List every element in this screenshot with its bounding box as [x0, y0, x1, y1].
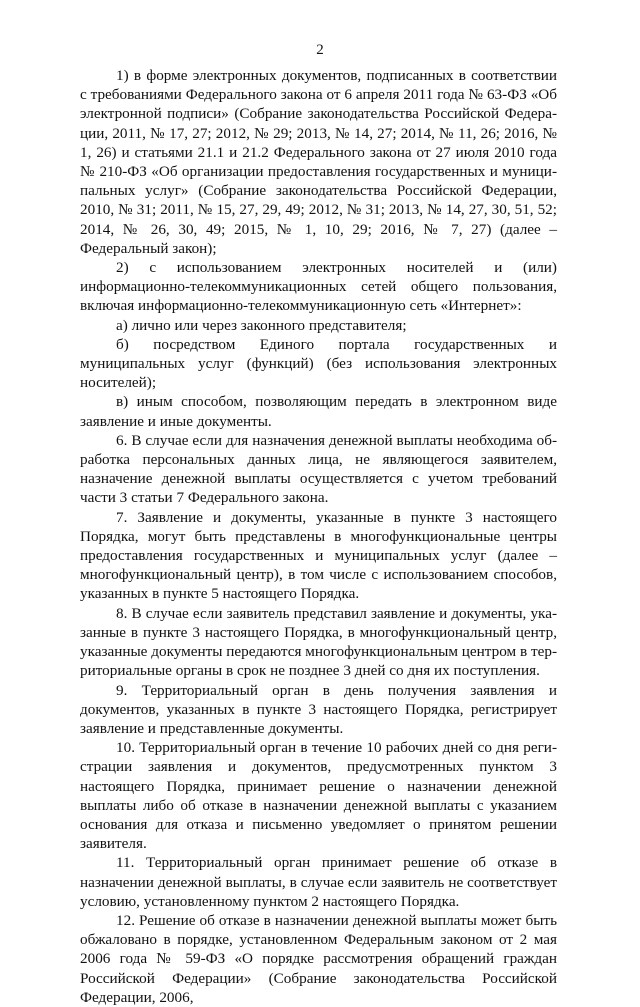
page-number: 2: [316, 42, 324, 58]
paragraph-item-b: б) посредством Единого портала государственных и муниципальных услуг (функций) (без использования электронных носителей);: [80, 335, 557, 392]
document-body: [80, 66, 557, 1007]
paragraph-clause-9: 9. Территориальный орган в день получения заявления и документов, указанных в пункте 3 настоящего Порядка, регистрирует заявление и представленные документы.: [80, 681, 557, 737]
paragraph-item-2: 2) с использованием электронных носителей и (или) информационно-телекоммуникационных сетей общего пользования, включая информационно-телекоммуникационную сеть «Интернет»:: [80, 259, 557, 315]
paragraph-item-a: а) лично или через законного представителя;: [116, 316, 407, 334]
paragraph-item-v: в) иным способом, позволяющим передать в электронном виде заявление и иные документы.: [80, 393, 557, 430]
paragraph-clause-10: 10. Территориальный орган в течение 10 рабочих дней со дня регистрации заявления и документов, предусмотренных пунктом 3 настоящего Порядка, принимает решение о назначении денежной выплаты либо об отказе в назначении денежной выплаты с указанием основания для отказа и письменно уведомляет о принятом решении заявителя.: [80, 739, 557, 853]
paragraph-clause-12: 12. Решение об отказе в назначении денежной выплаты может быть обжаловано в порядке, установленном Федеральным законом от 2 мая 2006 года № 59-ФЗ «О порядке рассмотрения обращений граждан Российской Федерации» (Собрание законодательства Российской Федерации, 2006,: [80, 911, 557, 1006]
paragraph-clause-7: 7. Заявление и документы, указанные в пункте 3 настоящего Порядка, могут быть представлены в многофункциональные центры предоставления государственных и муниципальных услуг (далее – многофункциональный центр), в том числе с использованием способов, указанных в пункте 5 настоящего Порядка.: [80, 508, 557, 603]
paragraph-clause-11: 11. Территориальный орган принимает решение об отказе в назначении денежной выплаты, в случае если заявитель не соответствует условию, установленному пунктом 2 настоящего Порядка.: [80, 854, 557, 910]
paragraph-clause-8: 8. В случае если заявитель представил заявление и документы, указанные в пункте 3 настоящего Порядка, в многофункциональный центр, указанные документы передаются многофункциональным центром в территориальные органы в срок не позднее 3 дней со дня их поступления.: [80, 604, 557, 680]
paragraph-item-1: 1) в форме электронных документов, подписанных в соответствии с требованиями Федерального закона от 6 апреля 2011 года № 63-ФЗ «Об электронной подписи» (Собрание законодательства Российской Федерации, 2011, № 17, 27; 2012, № 29; 2013, № 14, 27; 2014, № 11, 26; 2016, № 1, 26) и статьями 21.1 и 21.2 Федерального закона от 27 июля 2010 года № 210-ФЗ «Об организации предоставления государственных и муниципальных услуг» (Собрание законодательства Российской Федерации, 2010, № 31; 2011, № 15, 27, 29, 49; 2012, № 31; 2013, № 14, 27, 30, 51, 52; 2014, № 26, 30, 49; 2015, № 1, 10, 29; 2016, № 7, 27) (далее – Федеральный закон);: [80, 67, 557, 257]
paragraph-clause-6: 6. В случае если для назначения денежной выплаты необходима обработка персональных данных лица, не являющегося заявителем, назначение денежной выплаты осуществляется с учетом требований части 3 статьи 7 Федерального закона.: [80, 431, 557, 507]
